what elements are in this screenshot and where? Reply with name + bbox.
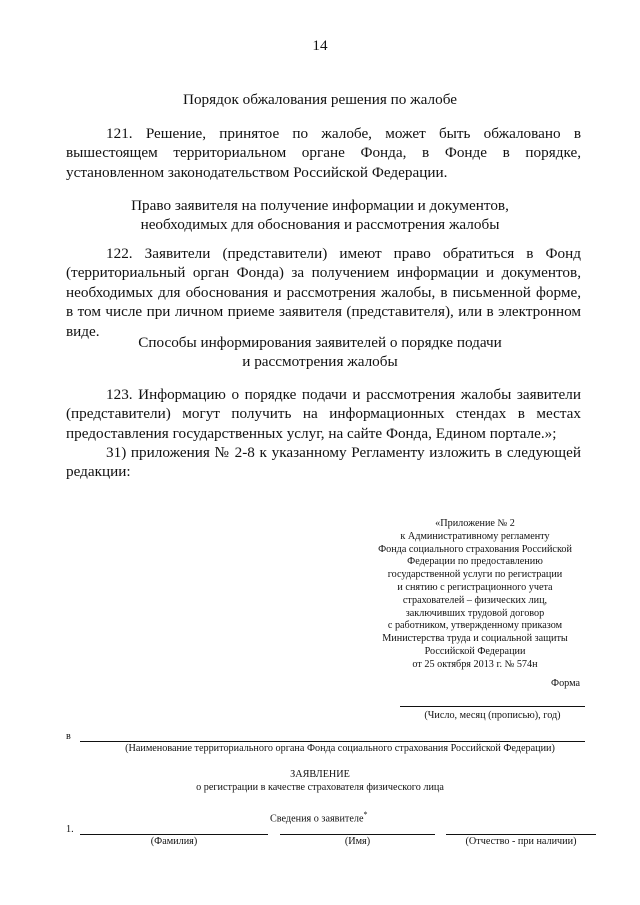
applicant-heading (270, 809, 368, 826)
footnote-mark: * (363, 810, 368, 819)
patronymic-caption: (Отчество - при наличии) (465, 836, 577, 847)
name-line (280, 834, 435, 835)
paragraph-121: 121. Решение, принятое по жалобе, может быть обжаловано в вышестоящем территориальном органе Фонда, в Фонде в порядке, установленном законодательством Российской Федерации. (66, 125, 581, 181)
section-heading-right-to-info (60, 196, 580, 235)
surname-line (80, 834, 268, 835)
paragraph-31: 31) приложения № 2-8 к указанному Регламенту изложить в следующей редакции: (66, 444, 581, 481)
to-prefix: в (66, 731, 71, 742)
section-heading-informing (60, 333, 580, 372)
name-caption: (Имя) (344, 836, 371, 847)
appendix-line: Федерации по предоставлению (407, 556, 543, 568)
organization-caption: (Наименование территориального органа Фонда социального страхования Российской Федерации) (125, 743, 555, 754)
surname-caption: (Фамилия) (150, 836, 198, 847)
appendix-line: Министерства труда и социальной защиты (382, 633, 568, 645)
paragraph-122: 122. Заявители (представители) имеют право обратиться в Фонд (территориальный орган Фонда) за получением информации и документов, необходимых для обоснования и рассмотрения жалобы, в письменной форме, в том числе при личном приеме заявителя (представителя), или в электронном виде. (66, 245, 581, 340)
appendix-line: и снятию с регистрационного учета (397, 581, 553, 593)
heading-line-2: и рассмотрения жалобы (242, 353, 398, 371)
date-caption: (Число, месяц (прописью), год) (424, 710, 561, 721)
patronymic-line (446, 834, 596, 835)
form-title: ЗАЯВЛЕНИЕ (290, 769, 350, 780)
appendix-line: с работником, утвержденному приказом (387, 620, 563, 632)
appendix-line: государственной услуги по регистрации (387, 569, 563, 581)
section-heading-appeal: Порядок обжалования решения по жалобе (182, 91, 457, 108)
page-number: 14 (312, 37, 328, 54)
appendix-line: от 25 октября 2013 г. № 574н (412, 658, 538, 670)
paragraph-123: 123. Информацию о порядке подачи и рассмотрения жалобы заявители (представители) могут получить на информационных стендах в местах предоставления государственных услуг, на сайте Фонда, Едином портале.»; (66, 386, 581, 442)
applicant-heading-text: Сведения о заявителе (270, 813, 364, 825)
form-subtitle: о регистрации в качестве страхователя физического лица (196, 782, 444, 793)
appendix-line: страхователей – физических лиц, (402, 594, 548, 606)
appendix-line: «Приложение № 2 (435, 518, 515, 529)
organization-line (80, 741, 585, 742)
row-number: 1. (66, 824, 74, 835)
date-line (400, 706, 585, 707)
heading-line-1: Способы информирования заявителей о порядке подачи (138, 334, 502, 351)
appendix-line: Российской Федерации (424, 645, 526, 657)
form-label: Форма (551, 678, 580, 689)
appendix-line: заключивших трудовой договор (405, 607, 545, 619)
appendix-block (360, 518, 590, 672)
heading-line-1: Право заявителя на получение информации и документов, (131, 197, 509, 214)
appendix-line: к Административному регламенту (400, 530, 550, 542)
appendix-line: Фонда социального страхования Российской (378, 543, 572, 555)
heading-line-2: необходимых для обоснования и рассмотрения жалобы (140, 216, 500, 234)
